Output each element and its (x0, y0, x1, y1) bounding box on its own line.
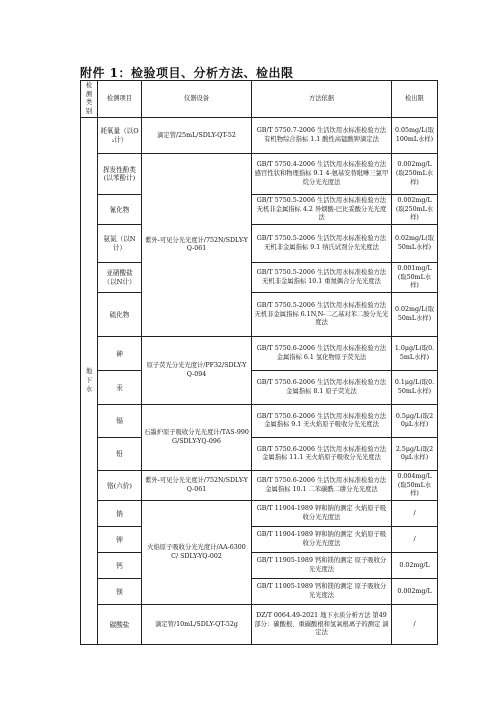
table-row (81, 605, 438, 645)
item-cell: 汞 (98, 371, 142, 405)
method-cell: GB/T 5750.5-2006 生活饮用水标准检验方法 无机非金属指标 6.1N,N-二乙基对苯二胺分光光度法 (252, 293, 392, 337)
method-cell: GB/T 5750.4-2006 生活饮用水标准检验方法 感官性状和物理指标 9.1 4-氨基安替吡啉三氯甲烷分光光度法 (252, 154, 392, 195)
limit-cell: 0.5μg/L(取20μL水样) (392, 405, 438, 438)
item-cell: 硫化物 (98, 293, 142, 337)
table-row (81, 225, 438, 263)
item-cell: 亚硝酸盐（以N计） (98, 263, 142, 293)
item-cell: 铬(六价) (98, 471, 142, 501)
method-cell: GB/T 5750.6-2006 生活饮用水标准检验方法 金属指标 6.1 氢化物原子荧光法 (252, 337, 392, 371)
limit-cell: 0.002mg/L(取250mL水样) (392, 195, 438, 225)
method-cell: GB/T 5750.6-2006 生活饮用水标准检验方法 金属指标 8.1 原子荧光法 (252, 371, 392, 405)
limit-cell: 0.002mg/L(取250mL水样) (392, 154, 438, 195)
table-row (81, 471, 438, 501)
instrument-cell: 石墨炉原子吸收分光光度计/TAS-990G/SDLY-YQ-096 (142, 405, 252, 471)
limit-cell: / (392, 501, 438, 527)
category-cell: 地下水 (81, 118, 98, 645)
limit-cell: 0.004mg/L(取50mL水样) (392, 471, 438, 501)
limit-cell: 0.02mg/L(取50mL水样) (392, 293, 438, 337)
item-cell: 镁 (98, 579, 142, 605)
method-cell: GB/T 5750.5-2006 生活饮用水标准检验方法 无机非金属指标 4.2 异烟酸-巴比妥酸分光光度法 (252, 195, 392, 225)
inspection-table (80, 80, 438, 645)
limit-cell: / (392, 527, 438, 553)
method-cell: GB/T 5750.6-2006 生活饮用水标准检验方法 金属指标 10.1 二苯碳酰二肼分光光度法 (252, 471, 392, 501)
item-cell: 钙 (98, 553, 142, 579)
table-row (81, 579, 438, 605)
instrument-cell: 火焰原子吸收分光光度计/AA-6300C/ SDLY-YQ-002 (142, 501, 252, 605)
limit-cell: 2.5μg/L(取20μL水样) (392, 438, 438, 471)
limit-cell: 0.05mg/L(取100mL水样) (392, 118, 438, 154)
method-cell: GB/T 11904-1989 钾和钠的测定 火焰原子吸收分光光度法 (252, 527, 392, 553)
document-title: 附件 1：检验项目、分析方法、检出限 (80, 66, 294, 80)
item-cell: 碳酸盐 (98, 605, 142, 645)
item-cell: 砷 (98, 337, 142, 371)
limit-cell: 0.001mg/L(取50mL水样) (392, 263, 438, 293)
table-row (81, 337, 438, 371)
item-cell: 镉 (98, 405, 142, 438)
instrument-cell: 紫外-可见分光光度计/752N/SDLY-YQ-061 (142, 154, 252, 337)
method-cell: GB/T 5750.7-2006 生活饮用水标准检验方法 有机物综合指标 1.1 酸性高锰酸钾滴定法 (252, 118, 392, 154)
item-cell: 耗氧量（以O₂计） (98, 118, 142, 154)
limit-cell: / (392, 605, 438, 645)
header-instrument: 仪器设备 (142, 81, 252, 118)
table-row (81, 501, 438, 527)
table-row (81, 154, 438, 195)
table-row (81, 293, 438, 337)
item-cell: 氰化物 (98, 195, 142, 225)
table-row (81, 371, 438, 405)
limit-cell: 0.02mg/L(取50mL水样) (392, 225, 438, 263)
table-row (81, 405, 438, 438)
limit-cell: 1.0μg/L(取0.5mL水样) (392, 337, 438, 371)
item-cell: 氨氮（以N计） (98, 225, 142, 263)
table-row (81, 118, 438, 154)
item-cell: 钾 (98, 527, 142, 553)
table-row (81, 195, 438, 225)
item-cell: 挥发性酚类(以苯酚计) (98, 154, 142, 195)
limit-cell: 0.002mg/L (392, 579, 438, 605)
instrument-cell: 原子荧光分光光度计/PF32/SDLY-YQ-094 (142, 337, 252, 405)
method-cell: DZ/T 0064.49-2021 地下水质分析方法 第49部分：碳酸根、重碳酸根和氢氧根离子的测定 滴定法 (252, 605, 392, 645)
table-row (81, 263, 438, 293)
method-cell: GB/T 5750.6-2006 生活饮用水标准检验方法 金属指标 9.1 无火焰原子吸收分光光度法 (252, 405, 392, 438)
instrument-cell: 滴定管/25mL/SDLY-QT-52 (142, 118, 252, 154)
table-header-row (81, 81, 438, 118)
method-cell: GB/T 11905-1989 钙和镁的测定 原子吸收分光光度法 (252, 579, 392, 605)
method-cell: GB/T 5750.6-2006 生活饮用水标准检验方法 金属指标 11.1 无火焰原子吸收分光光度法 (252, 438, 392, 471)
item-cell: 钠 (98, 501, 142, 527)
limit-cell: 0.1μg/L(取0.50mL水样) (392, 371, 438, 405)
method-cell: GB/T 5750.5-2006 生活饮用水标准检验方法 无机非金属指标 10.1 重氮偶合分光光度法 (252, 263, 392, 293)
method-cell: GB/T 11905-1989 钙和镁的测定 原子吸收分光光度法 (252, 553, 392, 579)
table-row (81, 438, 438, 471)
table-row (81, 553, 438, 579)
item-cell: 铅 (98, 438, 142, 471)
instrument-cell: 紫外-可见分光光度计/752N/SDLY-YQ-061 (142, 471, 252, 501)
method-cell: GB/T 5750.5-2006 生活饮用水标准检验方法 无机非金属指标 9.1 纳氏试剂分光光度法 (252, 225, 392, 263)
header-item: 检测项目 (98, 81, 142, 118)
limit-cell: 0.02mg/L (392, 553, 438, 579)
header-category: 检测类别 (81, 81, 98, 118)
method-cell: GB/T 11904-1989 钾和钠的测定 火焰原子吸收分光光度法 (252, 501, 392, 527)
table-row (81, 527, 438, 553)
instrument-cell: 滴定管/10mL/SDLY-QT-52g (142, 605, 252, 645)
header-method: 方法依据 (252, 81, 392, 118)
header-limit: 检出限 (392, 81, 438, 118)
